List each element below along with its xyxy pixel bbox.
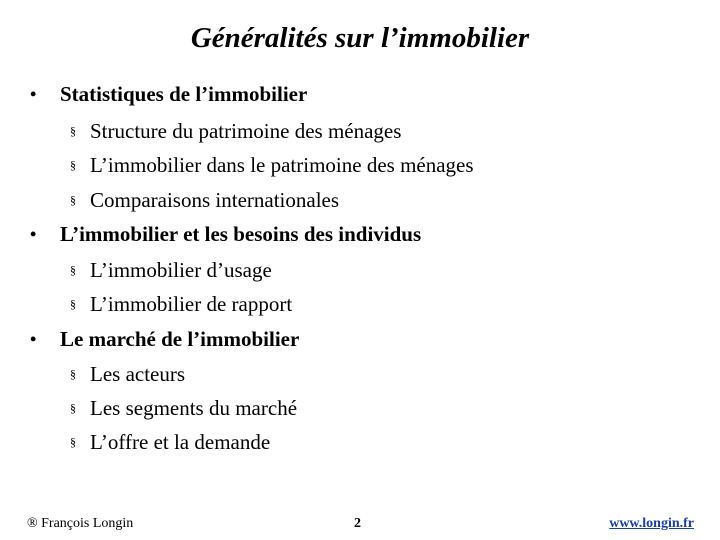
bullet-section-icon: § (70, 297, 76, 311)
outline-subitem (0, 184, 720, 216)
outline-subitem-text: L’immobilier d’usage (90, 258, 272, 282)
page-number: 2 (354, 516, 361, 531)
outline-subitem (0, 358, 720, 390)
website-link[interactable]: www.longin.fr (609, 516, 694, 531)
outline-item-text: L’immobilier et les besoins des individus (60, 222, 422, 246)
outline-item-text: Le marché de l’immobilier (60, 327, 300, 351)
bullet-section-icon: § (70, 435, 76, 449)
outline-subitem-text: L’immobilier dans le patrimoine des ménages (90, 153, 474, 177)
outline-item-3 (0, 323, 720, 355)
bullet-dot-icon: • (30, 224, 37, 244)
outline-subitem (0, 149, 720, 181)
outline-subitem-text: L’offre et la demande (90, 430, 271, 454)
outline-item-2 (0, 218, 720, 250)
bullet-section-icon: § (70, 263, 76, 277)
bullet-section-icon: § (70, 158, 76, 172)
outline-subitem (0, 426, 720, 458)
outline-subitem-text: Les segments du marché (90, 396, 298, 420)
footer-author: ® François Longin (27, 516, 134, 531)
outline-subitem (0, 392, 720, 424)
outline-subitem-text: Structure du patrimoine des ménages (90, 119, 402, 143)
bullet-dot-icon: • (30, 329, 37, 349)
outline-subitem (0, 115, 720, 147)
bullet-section-icon: § (70, 401, 76, 415)
outline-item-text: Statistiques de l’immobilier (60, 82, 308, 106)
bullet-section-icon: § (70, 193, 76, 207)
outline-item-1 (0, 78, 720, 110)
slide-footer (0, 512, 720, 536)
bullet-section-icon: § (70, 367, 76, 381)
slide-title: Généralités sur l’immobilier (190, 22, 530, 54)
outline-subitem (0, 254, 720, 286)
outline-subitem-text: Comparaisons internationales (90, 188, 340, 212)
outline-subitem-text: Les acteurs (90, 362, 186, 386)
outline-subitem-text: L’immobilier de rapport (90, 292, 293, 316)
outline-subitem (0, 288, 720, 320)
bullet-section-icon: § (70, 124, 76, 138)
bullet-dot-icon: • (30, 84, 37, 104)
